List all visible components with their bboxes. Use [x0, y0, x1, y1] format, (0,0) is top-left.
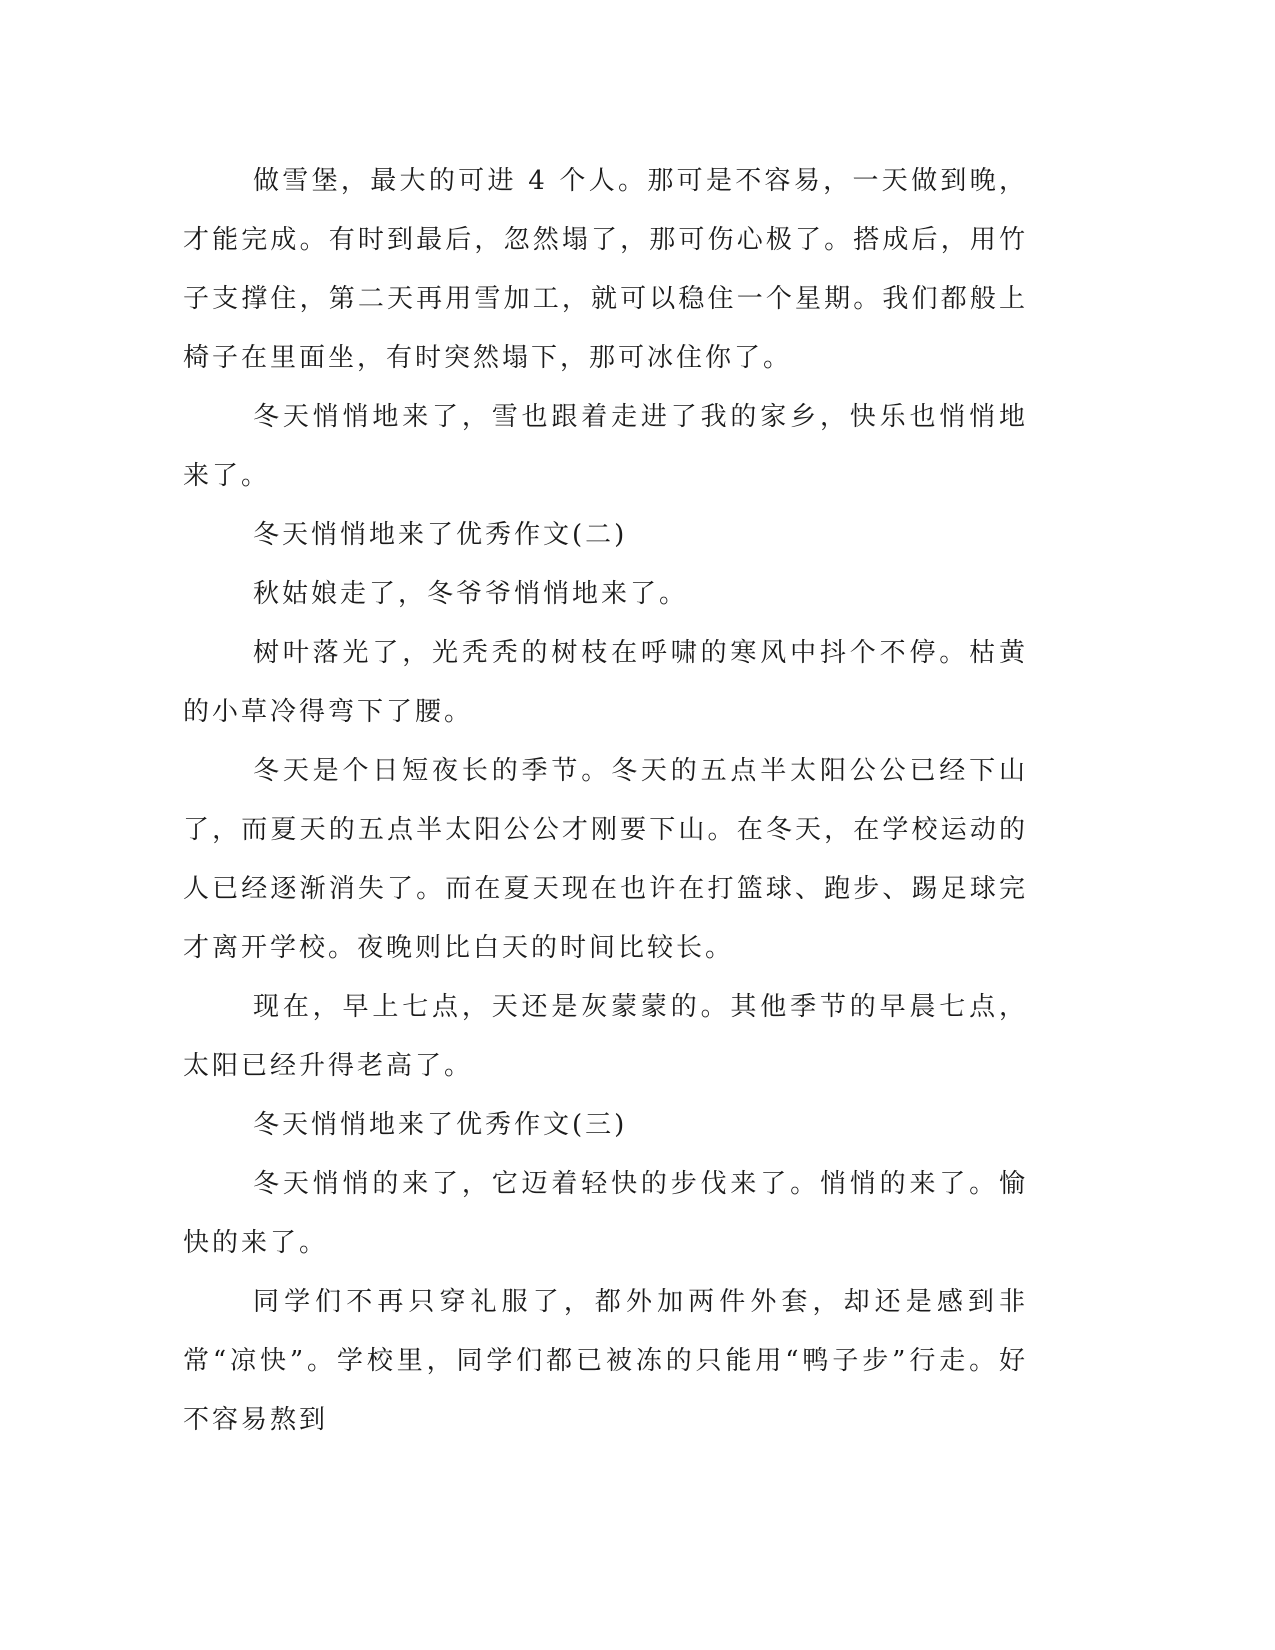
- paragraph-autumn-leaves: 秋姑娘走了，冬爷爷悄悄地来了。: [253, 579, 689, 609]
- paragraph-short-days: 冬天是个日短夜长的季节。冬天的五点半太阳公公已经下山了，而夏天的五点半太阳公公才刚要下山。在冬天，在学校运动的人已经逐渐消失了。而在夏天现在也许在打篮球、跑步、踢足球完才离开学校。夜晚则比白天的时间比较长。: [183, 756, 1028, 963]
- paragraph-bare-trees: 树叶落光了，光秃秃的树枝在呼啸的寒风中抖个不停。枯黄的小草冷得弯下了腰。: [183, 638, 1028, 727]
- section-heading-3: 冬天悄悄地来了优秀作文(三): [253, 1110, 628, 1140]
- section-heading-2: 冬天悄悄地来了优秀作文(二): [253, 520, 628, 550]
- paragraph-classmates: 同学们不再只穿礼服了，都外加两件外套，却还是感到非常“凉快”。学校里，同学们都已被冻的只能用“鸭子步”行走。好不容易熬到: [183, 1287, 1028, 1435]
- paragraph-winter-steps: 冬天悄悄的来了，它迈着轻快的步伐来了。悄悄的来了。愉快的来了。: [183, 1169, 1028, 1258]
- paragraph-morning: 现在，早上七点，天还是灰蒙蒙的。其他季节的早晨七点，太阳已经升得老高了。: [183, 992, 1028, 1081]
- paragraph-snow-castle: 做雪堡，最大的可进 4 个人。那可是不容易，一天做到晚，才能完成。有时到最后，忽然塌了，那可伤心极了。搭成后，用竹子支撑住，第二天再用雪加工，就可以稳住一个星期。我们都般上椅子在里面坐，有时突然塌下，那可冰住你了。: [183, 166, 1028, 373]
- document-body: [183, 152, 1028, 1450]
- paragraph-winter-arrives: 冬天悄悄地来了，雪也跟着走进了我的家乡，快乐也悄悄地来了。: [183, 402, 1028, 491]
